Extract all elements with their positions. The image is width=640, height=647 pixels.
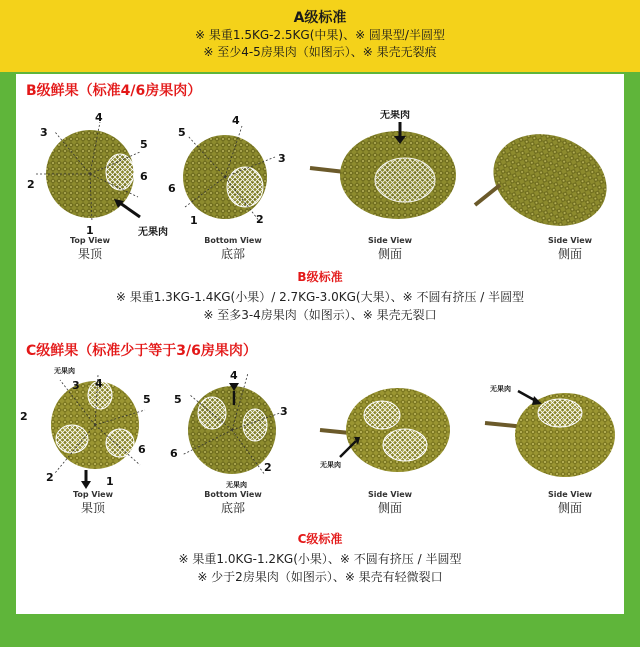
empty-segment-mesh [198,397,226,429]
annotation-label: 无果肉 [54,367,75,375]
arrow-head-icon [81,481,91,489]
empty-segment-mesh [56,425,88,453]
segment-number: 4 [95,112,103,124]
view-label-en: Side View [547,490,593,499]
segment-number: 2 [46,471,54,484]
empty-segment-mesh [364,401,400,429]
segment-number: 6 [168,182,176,195]
durian-side-view [480,125,619,235]
annotation-label: 无果肉 [226,481,247,489]
empty-segment-mesh [106,429,134,457]
view-label-zh: 底部 [220,501,245,515]
grade-b-criteria-2: ※ 至多3-4房果肉（如图示）、※ 果壳无裂口 [203,308,437,322]
empty-segment-mesh [243,409,267,441]
durian-stem [320,430,350,433]
segment-number: 2 [27,178,35,191]
view-label-en: Side View [367,490,413,499]
view-label-zh: 底部 [220,247,245,261]
durian-stem [475,185,500,205]
segment-number: 5 [174,393,182,406]
grade-c-criteria-1: ※ 果重1.0KG-1.2KG(小果）、※ 不圆有挤压 / 半圆型 [178,552,462,566]
grade-a-criteria-1: ※ 果重1.5KG-2.5KG(中果)、※ 圆果型/半圆型 [195,28,445,42]
segment-number: 4 [95,377,103,390]
grade-a-criteria-2: ※ 至少4-5房果肉（如图示）、※ 果壳无裂痕 [203,45,437,59]
segment-number: 1 [86,224,94,237]
grade-c-title: C级鲜果（标准少于等于3/6房果肉） [26,343,257,359]
durian-stem [310,168,345,172]
segment-number: 2 [256,213,264,226]
segment-number: 4 [232,114,240,127]
view-label-en: Top View [72,490,113,499]
grade-b-title: B级鲜果（标准4/6房果肉） [26,83,202,99]
empty-segment-mesh [383,429,427,461]
annotation-label: 无果肉 [320,461,341,469]
arrow-icon [120,203,140,217]
segment-number: 2 [264,461,272,474]
view-label-en: Bottom View [204,490,262,499]
grade-b-side-view-1-figure [300,110,460,235]
view-label-en: Top View [69,236,110,245]
grade-b-side-view-2-figure [470,125,620,235]
segment-number: 5 [143,393,151,406]
segment-number: 1 [190,214,198,227]
segment-number: 1 [106,475,114,488]
view-label-zh: 果顶 [77,247,102,261]
grade-c-side-view-2-figure [470,375,620,490]
view-label-en: Side View [547,236,593,245]
annotation-label: 无果肉 [490,385,511,393]
segment-number: 6 [140,170,148,183]
grade-a-banner [0,0,640,72]
segment-number: 3 [280,405,288,418]
view-label-zh: 侧面 [377,247,402,261]
grade-a-title: A级标准 [293,10,347,26]
segment-number: 3 [72,379,80,392]
segment-number: 4 [230,369,238,382]
segment-number: 3 [40,126,48,139]
annotation-label: 无果肉 [138,227,168,238]
view-label-zh: 侧面 [377,501,402,515]
grade-c-criteria-2: ※ 少于2房果肉（如图示）、※ 果壳有轻微裂口 [197,570,443,584]
grade-c-standard-title: C级标准 [297,532,343,546]
segment-number: 5 [140,138,148,151]
segment-number: 2 [20,410,28,423]
empty-segment-mesh [538,399,582,427]
grade-c-top-view-figure [20,365,160,490]
annotation-label: 无果肉 [380,110,410,121]
grade-c-side-view-1-figure [310,375,460,490]
segment-number: 3 [278,152,286,165]
segment-number: 6 [170,447,178,460]
segment-number: 5 [178,126,186,139]
empty-segment-mesh [106,154,134,190]
grade-b-standard-title: B级标准 [297,270,343,284]
view-label-zh: 侧面 [557,501,582,515]
segment-number: 6 [138,443,146,456]
view-label-en: Side View [367,236,413,245]
grade-b-criteria-1: ※ 果重1.3KG-1.4KG(小果）/ 2.7KG-3.0KG(大果）、※ 不圆有挤压 / 半圆型 [115,290,525,304]
no-flesh-annotation [90,195,200,240]
view-label-en: Bottom View [204,236,262,245]
view-label-zh: 果顶 [80,501,105,515]
grade-c-bottom-view-figure [160,365,300,490]
view-label-zh: 侧面 [557,247,582,261]
empty-segment-mesh [375,158,435,202]
